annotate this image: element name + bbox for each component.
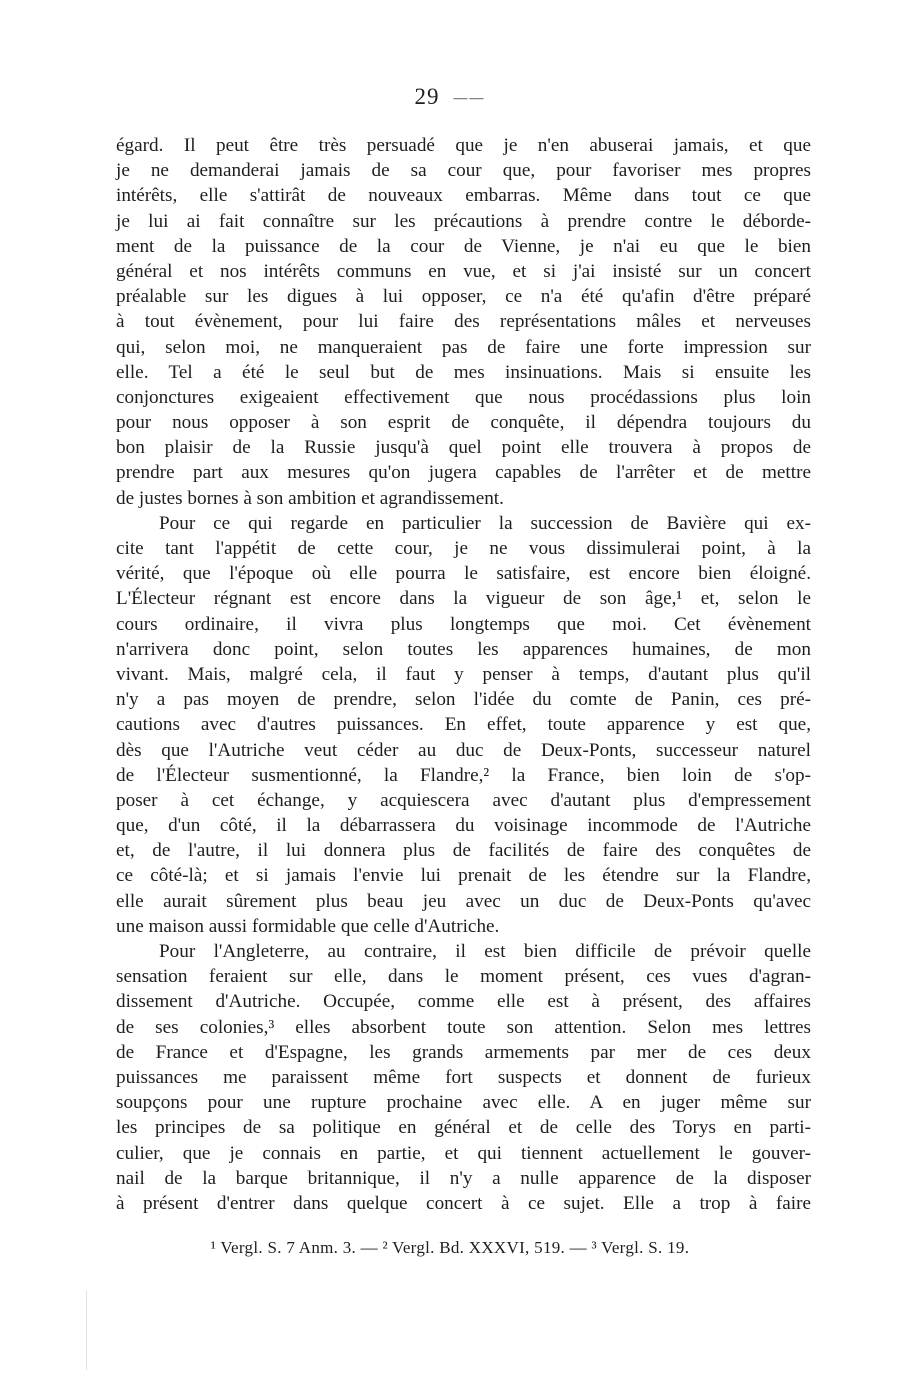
text-line: de justes bornes à son ambition et agrandissement.	[116, 487, 504, 509]
header-dash: ——	[453, 90, 486, 106]
text-line: cours ordinaire, il vivra plus longtemps que moi. Cet évènement	[116, 613, 811, 635]
text-line: n'arrivera donc point, selon toutes les apparences humaines, de mon	[116, 638, 811, 660]
text-line: ce côté-là; et si jamais l'envie lui prenait de les étendre sur la Flandre,	[116, 865, 811, 887]
body-text	[116, 133, 811, 1216]
text-line: L'Électeur régnant est encore dans la vigueur de son âge,¹ et, selon le	[116, 588, 811, 610]
text-line: intérêts, elle s'attirât de nouveaux embarras. Même dans tout ce que	[116, 185, 811, 207]
text-line: poser à cet échange, y acquiescera avec d'autant plus d'empressement	[116, 789, 811, 811]
text-line: dès que l'Autriche veut céder au duc de Deux-Ponts, successeur naturel	[116, 739, 811, 761]
text-line: à tout évènement, pour lui faire des représentations mâles et nerveuses	[116, 311, 811, 333]
footnotes: ¹ Vergl. S. 7 Anm. 3. — ² Vergl. Bd. XXXVI, 519. — ³ Vergl. S. 19.	[210, 1238, 690, 1257]
text-line: elle. Tel a été le seul but de mes insinuations. Mais si ensuite les	[116, 361, 811, 383]
text-line: de France et d'Espagne, les grands armements par mer de ces deux	[116, 1041, 811, 1063]
text-line: les principes de sa politique en général et de celle des Torys en parti-	[116, 1117, 811, 1139]
text-line: une maison aussi formidable que celle d'Autriche.	[116, 915, 500, 937]
text-line: que, d'un côté, il la débarrassera du voisinage incommode de l'Autriche	[116, 815, 811, 837]
text-line: vivant. Mais, malgré cela, il faut y penser à temps, d'autant plus qu'il	[116, 663, 811, 685]
text-line: Pour l'Angleterre, au contraire, il est bien difficile de prévoir quelle	[159, 941, 811, 962]
text-line: je ne demanderai jamais de sa cour que, pour favoriser mes propres	[116, 160, 811, 182]
page-header	[0, 84, 900, 110]
margin-mark	[86, 1290, 87, 1370]
text-line: conjonctures exigeaient effectivement que nous procédassions plus loin	[116, 386, 811, 408]
text-line: égard. Il peut être très persuadé que je n'en abuserai jamais, et que	[116, 135, 811, 156]
paragraph	[116, 939, 811, 1216]
text-line: cite tant l'appétit de cette cour, je ne vous dissimulerai point, à la	[116, 538, 811, 559]
text-line: général et nos intérêts communs en vue, et si j'ai insisté sur un concert	[116, 260, 811, 282]
text-line: vérité, que l'époque où elle pourra le satisfaire, est encore bien éloigné.	[116, 563, 811, 585]
text-line: bon plaisir de la Russie jusqu'à quel point elle trouvera à propos de	[116, 437, 811, 459]
text-line: soupçons pour une rupture prochaine avec elle. A en juger même sur	[116, 1092, 811, 1114]
text-line: ment de la puissance de la cour de Vienne, je n'ai eu que le bien	[116, 235, 811, 257]
text-line: elle aurait sûrement plus beau jeu avec un duc de Deux-Ponts qu'avec	[116, 890, 811, 912]
page-number: 29	[414, 84, 440, 109]
text-line: n'y a pas moyen de prendre, selon l'idée du comte de Panin, ces pré-	[116, 689, 811, 711]
text-line: nail de la barque britannique, il n'y a nulle apparence de la disposer	[116, 1167, 811, 1189]
text-line: prendre part aux mesures qu'on jugera capables de l'arrêter et de mettre	[116, 462, 811, 484]
text-line: dissement d'Autriche. Occupée, comme elle est à présent, des affaires	[116, 991, 811, 1013]
paragraph	[116, 511, 811, 939]
text-line: puissances me paraissent même fort suspects et donnent de furieux	[116, 1066, 811, 1088]
text-line: préalable sur les digues à lui opposer, ce n'a été qu'afin d'être préparé	[116, 286, 811, 308]
text-line: Pour ce qui regarde en particulier la succession de Bavière qui ex-	[159, 512, 811, 534]
text-line: culier, que je connais en partie, et qui tiennent actuellement le gouver-	[116, 1142, 811, 1164]
text-line: de l'Électeur susmentionné, la Flandre,² la France, bien loin de s'op-	[116, 764, 811, 786]
text-line: je lui ai fait connaître sur les précautions à prendre contre le déborde-	[116, 210, 811, 232]
text-line: de ses colonies,³ elles absorbent toute son attention. Selon mes lettres	[116, 1016, 811, 1038]
text-line: sensation feraient sur elle, dans le moment présent, ces vues d'agran-	[116, 966, 811, 988]
text-line: à présent d'entrer dans quelque concert à ce sujet. Elle a trop à faire	[116, 1192, 811, 1214]
text-line: pour nous opposer à son esprit de conquête, il dépendra toujours du	[116, 412, 811, 434]
text-line: qui, selon moi, ne manqueraient pas de faire une forte impression sur	[116, 336, 811, 358]
text-line: cautions avec d'autres puissances. En effet, toute apparence y est que,	[116, 714, 811, 736]
text-line: et, de l'autre, il lui donnera plus de facilités de faire des conquêtes de	[116, 840, 811, 862]
paragraph	[116, 133, 811, 511]
